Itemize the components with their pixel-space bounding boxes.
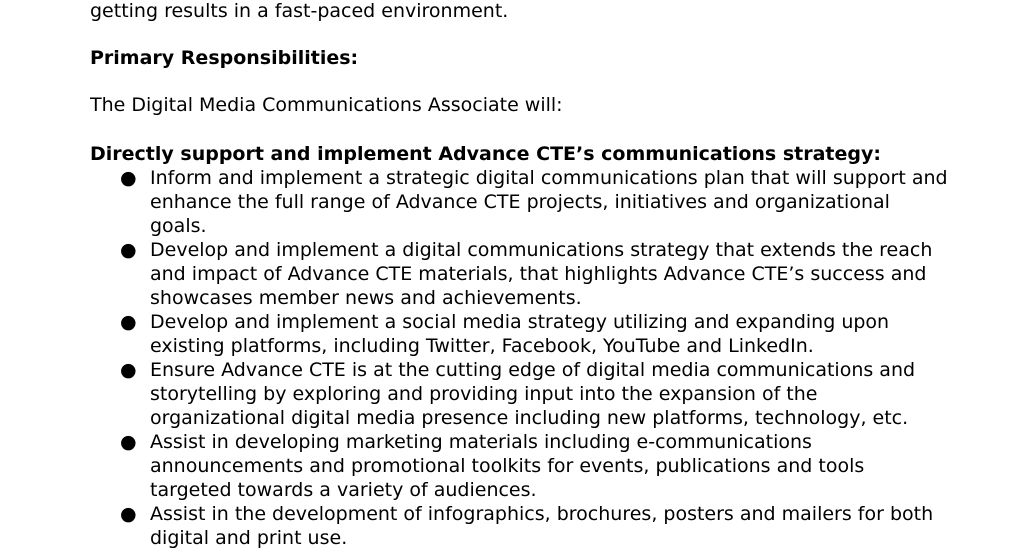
list-item-text: Develop and implement a digital communications strategy that extends the reach and impact of Advance CTE materials, that highlights Advance CTE’s success and showcases member news and achievements. [150,239,933,309]
list-item [0,238,1024,310]
list-item-text: Assist in the development of infographics, brochures, posters and mailers for both digital and print use. [150,503,934,549]
bullet-icon: ● [120,359,137,381]
bullet-icon: ● [120,239,137,261]
list-item [0,310,1024,358]
list-item-text: Assist in developing marketing materials including e-communications announcements and promotional toolkits for events, publications and tools targeted towards a variety of audiences. [150,431,865,501]
list-item-text: Develop and implement a social media strategy utilizing and expanding upon existing platforms, including Twitter, Facebook, YouTube and LinkedIn. [150,311,890,357]
list-item-text: Ensure Advance CTE is at the cutting edge of digital media communications and storytelling by exploring and providing input into the expansion of the organizational digital media presence including new platforms, technology, etc. [150,359,916,429]
intro-paragraph-tail: getting results in a fast-paced environment. [90,0,509,22]
list-item-text: Inform and implement a strategic digital communications plan that will support and enhance the full range of Advance CTE projects, initiatives and organizational goals. [150,167,948,237]
list-item [0,502,1024,550]
bullet-icon: ● [120,431,137,453]
list-item [0,430,1024,502]
list-item [0,166,1024,238]
list-item [0,358,1024,430]
bullet-icon: ● [120,311,137,333]
section-heading-primary-responsibilities: Primary Responsibilities: [90,47,359,69]
bullet-icon: ● [120,503,137,525]
responsibilities-bullet-list [0,166,1024,550]
lead-sentence: The Digital Media Communications Associate will: [90,94,563,116]
subsection-heading-communications-strategy: Directly support and implement Advance CTE’s communications strategy: [90,143,881,165]
bullet-icon: ● [120,167,137,189]
